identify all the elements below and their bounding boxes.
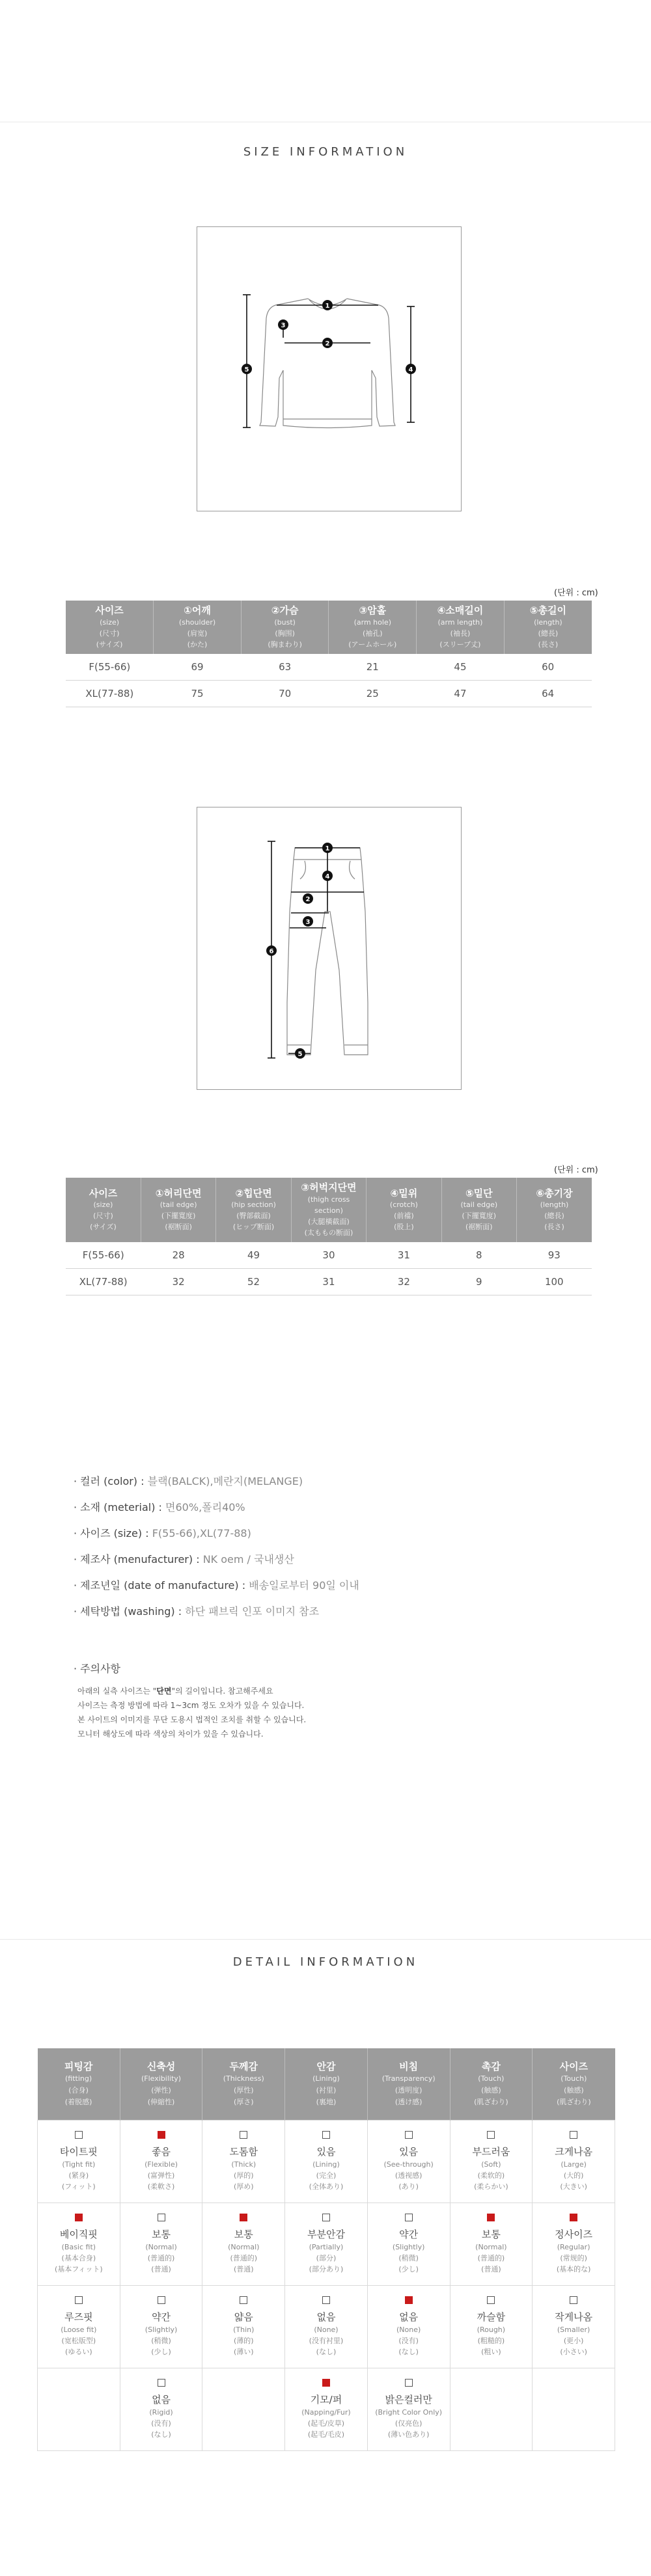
caution-line-4: 모니터 해상도에 따라 색상의 차이가 있을 수 있습니다. <box>77 1729 264 1739</box>
detail-cell <box>120 2368 202 2451</box>
detail-option-sublabel: (Rigid) <box>149 2407 173 2417</box>
detail-option-sublabel: (なし) <box>398 2348 419 2357</box>
table-cell: F(55-66) <box>66 654 154 681</box>
caution-line-1: 아래의 실측 사이즈는 "단면"의 길이입니다. 참고해주세요 <box>77 1687 273 1696</box>
checked-box-icon <box>158 2131 165 2139</box>
detail-cell <box>120 2286 202 2368</box>
detail-option-sublabel: (基本合身) <box>61 2253 96 2262</box>
table-cell: 47 <box>417 680 505 707</box>
detail-option-label: 없음 <box>152 2394 171 2406</box>
info-color: · 컬러 (color) : 블랙(BALCK),메란지(MELANGE) <box>74 1475 303 1487</box>
detail-option-sublabel: (粗い) <box>481 2348 501 2357</box>
unchecked-box-icon <box>405 2131 413 2139</box>
detail-option-sublabel: (小さい) <box>560 2348 587 2357</box>
unchecked-box-icon <box>405 2214 413 2221</box>
detail-table <box>37 2048 615 2451</box>
detail-cell <box>367 2286 450 2368</box>
table-cell: 21 <box>329 654 417 681</box>
detail-option-sublabel: (普通) <box>151 2265 171 2274</box>
unchecked-box-icon <box>570 2131 577 2139</box>
checked-box-icon <box>487 2214 495 2221</box>
detail-option-sublabel: (紧身) <box>68 2171 89 2180</box>
detail-option-sublabel: (柔軟さ) <box>147 2182 175 2191</box>
checked-box-icon <box>75 2214 83 2221</box>
detail-option-sublabel: (薄い) <box>233 2348 254 2357</box>
detail-cell <box>285 2368 368 2451</box>
detail-option-sublabel: (透视感) <box>395 2171 422 2180</box>
svg-text:2: 2 <box>325 340 330 347</box>
header-lining: 안감 (Lining) (衬里) (裏地) <box>285 2048 368 2121</box>
detail-option-sublabel: (厚め) <box>233 2182 254 2191</box>
header-fitting: 피팅감 (fitting) (合身) (着脱感) <box>38 2048 120 2121</box>
detail-cell <box>38 2368 120 2451</box>
detail-option-sublabel: (起毛/皮草) <box>307 2419 345 2428</box>
svg-text:4: 4 <box>325 873 330 880</box>
detail-cell <box>533 2203 615 2286</box>
detail-option-sublabel: (富弹性) <box>147 2171 175 2180</box>
detail-option-sublabel: (粗糙的) <box>477 2336 505 2345</box>
detail-option-sublabel: (大的) <box>563 2171 584 2180</box>
table-cell: XL(77-88) <box>66 680 154 707</box>
detail-option-sublabel: (厚的) <box>233 2171 254 2180</box>
detail-option-sublabel: (None) <box>314 2325 339 2334</box>
table-cell: 100 <box>517 1268 592 1295</box>
detail-option-label: 있음 <box>316 2146 336 2158</box>
detail-option-label: 보통 <box>481 2229 501 2241</box>
detail-option-sublabel: (Thin) <box>233 2325 255 2334</box>
table-cell: XL(77-88) <box>66 1268 141 1295</box>
table-row <box>66 654 592 681</box>
detail-option-sublabel: (ゆるい) <box>65 2348 92 2357</box>
svg-text:5: 5 <box>298 1051 303 1058</box>
detail-option-sublabel: (常规的) <box>560 2253 587 2262</box>
detail-option-sublabel: (基本的な) <box>556 2265 591 2274</box>
detail-cell <box>533 2121 615 2203</box>
detail-option-sublabel: (なし) <box>151 2430 171 2439</box>
detail-option-sublabel: (Rough) <box>477 2325 506 2334</box>
bottom-unit-label: (단위 : cm) <box>554 1165 598 1175</box>
checked-box-icon <box>570 2214 577 2221</box>
table-cell: F(55-66) <box>66 1242 141 1269</box>
detail-option-sublabel: (Smaller) <box>557 2325 590 2334</box>
top-size-header-row <box>66 601 592 654</box>
bottom-size-header-row <box>66 1178 592 1242</box>
detail-option-sublabel: (Napping/Fur) <box>301 2407 351 2417</box>
table-cell: 32 <box>141 1268 215 1295</box>
detail-option-sublabel: (フィット) <box>62 2182 96 2191</box>
detail-cell <box>450 2121 533 2203</box>
detail-cell <box>533 2286 615 2368</box>
header-hip: ②힙단면 (hip section) (臀部截面) (ヒップ断面) <box>216 1178 291 1242</box>
table-row <box>38 2286 615 2368</box>
header-bust: ②가슴 (bust) (胸围) (胸まわり) <box>241 601 329 654</box>
svg-text:3: 3 <box>305 919 311 926</box>
header-hem: ⑤밑단 (tail edge) (下擺寬度) (裾断面) <box>441 1178 516 1242</box>
detail-cell <box>450 2203 533 2286</box>
detail-cell <box>38 2286 120 2368</box>
info-material: · 소재 (meterial) : 면60%,폴리40% <box>74 1501 245 1513</box>
detail-option-label: 밝은컬러만 <box>385 2394 432 2406</box>
header-arm-hole: ③암홀 (arm hole) (袖孔) (アームホール) <box>329 601 417 654</box>
detail-option-sublabel: (大きい) <box>560 2182 587 2191</box>
detail-option-sublabel: (全体あり) <box>309 2182 344 2191</box>
detail-option-label: 기모/퍼 <box>310 2394 342 2406</box>
detail-option-sublabel: (See-through) <box>383 2160 434 2169</box>
unchecked-box-icon <box>570 2296 577 2304</box>
header-size: 사이즈 (size) (尺寸) (サイズ) <box>66 1178 141 1242</box>
checked-box-icon <box>322 2379 330 2387</box>
detail-cell <box>450 2286 533 2368</box>
detail-cell <box>202 2368 285 2451</box>
detail-option-label: 얇음 <box>234 2311 253 2324</box>
table-cell: 8 <box>441 1242 516 1269</box>
detail-option-label: 보통 <box>152 2229 171 2241</box>
info-manufacturer: · 제조사 (menufacturer) : NK oem / 국내생산 <box>74 1553 294 1566</box>
bottom-size-table <box>66 1178 592 1295</box>
detail-cell <box>202 2203 285 2286</box>
detail-option-sublabel: (None) <box>396 2325 421 2334</box>
unchecked-box-icon <box>405 2379 413 2387</box>
header-waist: ①허리단면 (tail edge) (下擺寬度) (裾断面) <box>141 1178 215 1242</box>
table-row <box>66 1268 592 1295</box>
detail-option-sublabel: (完全) <box>316 2171 337 2180</box>
detail-option-label: 루즈핏 <box>64 2311 93 2324</box>
detail-option-sublabel: (少し) <box>151 2348 171 2357</box>
detail-option-label: 없음 <box>399 2311 419 2324</box>
unchecked-box-icon <box>158 2214 165 2221</box>
detail-option-label: 약간 <box>399 2229 419 2241</box>
svg-text:5: 5 <box>244 366 249 373</box>
unchecked-box-icon <box>487 2131 495 2139</box>
unchecked-box-icon <box>322 2296 330 2304</box>
detail-option-label: 타이트핏 <box>59 2146 98 2158</box>
caution-line-3: 본 사이트의 이미지를 무단 도용시 법적인 조치를 취할 수 있습니다. <box>77 1715 307 1724</box>
table-cell: 70 <box>241 680 329 707</box>
svg-text:3: 3 <box>281 322 286 329</box>
info-manufacture-date: · 제조년일 (date of manufacture) : 배송일로부터 90일 이내 <box>74 1579 359 1592</box>
table-cell: 9 <box>441 1268 516 1295</box>
header-arm-length: ④소매길이 (arm length) (袖長) (スリーブ丈) <box>417 601 505 654</box>
detail-option-sublabel: (薄い色あり) <box>387 2430 430 2439</box>
svg-text:2: 2 <box>305 896 311 903</box>
header-thigh: ③허벅지단면 (thigh cross section) (大腿橫截面) (太ももの断面) <box>291 1178 366 1242</box>
detail-option-sublabel: (Partially) <box>309 2242 344 2251</box>
unchecked-box-icon <box>322 2131 330 2139</box>
header-crotch: ④밑위 (crotch) (前襠) (股上) <box>367 1178 441 1242</box>
detail-option-label: 작게나옴 <box>555 2311 593 2324</box>
unchecked-box-icon <box>158 2379 165 2387</box>
header-shoulder: ①어깨 (shoulder) (肩宽) (かた) <box>154 601 242 654</box>
detail-option-label: 부드러움 <box>472 2146 510 2158</box>
detail-cell <box>202 2121 285 2203</box>
table-row <box>38 2203 615 2286</box>
detail-option-label: 정사이즈 <box>555 2229 593 2241</box>
detail-option-label: 까슬함 <box>477 2311 506 2324</box>
detail-option-sublabel: (稍微) <box>151 2336 171 2345</box>
header-transparency: 비침 (Transparency) (透明度) (透け感) <box>367 2048 450 2121</box>
pants-diagram-icon <box>197 807 461 1089</box>
sweatshirt-diagram-icon <box>197 227 461 511</box>
detail-option-label: 보통 <box>234 2229 253 2241</box>
detail-info-title: DETAIL INFORMATION <box>232 1955 419 1969</box>
detail-cell <box>120 2203 202 2286</box>
pants-diagram <box>197 807 462 1090</box>
detail-cell <box>285 2286 368 2368</box>
table-cell: 60 <box>504 654 592 681</box>
unchecked-box-icon <box>322 2214 330 2221</box>
detail-option-sublabel: (柔らかい) <box>474 2182 508 2191</box>
detail-option-sublabel: (起毛/毛皮) <box>307 2430 345 2439</box>
detail-option-sublabel: (少し) <box>398 2265 419 2274</box>
table-cell: 69 <box>154 654 242 681</box>
detail-option-sublabel: (没有) <box>151 2419 171 2428</box>
detail-cell <box>367 2121 450 2203</box>
detail-option-sublabel: (Normal) <box>228 2242 260 2251</box>
detail-option-label: 부분안감 <box>307 2229 345 2241</box>
svg-text:1: 1 <box>325 303 330 310</box>
detail-option-sublabel: (Normal) <box>475 2242 507 2251</box>
svg-text:6: 6 <box>269 948 274 955</box>
detail-header-row <box>38 2048 615 2121</box>
detail-cell <box>285 2121 368 2203</box>
detail-cell <box>533 2368 615 2451</box>
detail-option-sublabel: (Regular) <box>557 2242 590 2251</box>
detail-option-sublabel: (Thick) <box>231 2160 256 2169</box>
header-length: ⑤총길이 (length) (總長) (長さ) <box>504 601 592 654</box>
svg-text:1: 1 <box>325 845 330 852</box>
table-row <box>66 1242 592 1269</box>
detail-option-sublabel: (Bright Color Only) <box>375 2407 443 2417</box>
detail-option-label: 도톰함 <box>229 2146 258 2158</box>
top-garment-diagram <box>197 226 462 511</box>
header-touch: 촉감 (Touch) (触感) (肌ざわり) <box>450 2048 533 2121</box>
checked-box-icon <box>405 2296 413 2304</box>
svg-text:4: 4 <box>408 366 413 373</box>
top-size-table <box>66 601 592 707</box>
detail-option-sublabel: (宽松版型) <box>61 2336 96 2345</box>
detail-option-sublabel: (普通的) <box>147 2253 175 2262</box>
detail-option-sublabel: (部分あり) <box>309 2265 344 2274</box>
detail-option-sublabel: (普通的) <box>230 2253 258 2262</box>
detail-option-sublabel: (稍微) <box>398 2253 419 2262</box>
header-flexibility: 신축성 (Flexibility) (弹性) (伸縮性) <box>120 2048 202 2121</box>
detail-option-label: 크게나옴 <box>555 2146 593 2158</box>
table-cell: 31 <box>367 1242 441 1269</box>
table-cell: 25 <box>329 680 417 707</box>
detail-option-sublabel: (Soft) <box>481 2160 501 2169</box>
table-row <box>38 2368 615 2451</box>
checked-box-icon <box>240 2214 247 2221</box>
table-row <box>38 2121 615 2203</box>
header-thickness: 두께감 (Thickness) (厚性) (厚さ) <box>202 2048 285 2121</box>
detail-option-sublabel: (Slightly) <box>145 2325 178 2334</box>
table-cell: 75 <box>154 680 242 707</box>
info-washing: · 세탁방법 (washing) : 하단 패브릭 인포 이미지 참조 <box>74 1605 320 1618</box>
detail-option-sublabel: (普通) <box>481 2265 501 2274</box>
detail-option-sublabel: (Lining) <box>312 2160 340 2169</box>
detail-cell <box>367 2203 450 2286</box>
detail-option-sublabel: (柔软的) <box>477 2171 505 2180</box>
detail-option-sublabel: (基本フィット) <box>55 2265 103 2274</box>
table-cell: 93 <box>517 1242 592 1269</box>
table-cell: 63 <box>241 654 329 681</box>
detail-option-sublabel: (Tight fit) <box>62 2160 96 2169</box>
detail-cell <box>202 2286 285 2368</box>
detail-cell <box>120 2121 202 2203</box>
detail-option-sublabel: (Large) <box>561 2160 587 2169</box>
detail-option-sublabel: (Basic fit) <box>61 2242 96 2251</box>
table-cell: 52 <box>216 1268 291 1295</box>
detail-cell <box>450 2368 533 2451</box>
table-cell: 30 <box>291 1242 366 1269</box>
unchecked-box-icon <box>75 2296 83 2304</box>
detail-option-label: 베이직핏 <box>59 2229 98 2241</box>
detail-option-sublabel: (なし) <box>316 2348 337 2357</box>
caution-text <box>77 1684 306 1741</box>
detail-cell <box>38 2121 120 2203</box>
unchecked-box-icon <box>487 2296 495 2304</box>
detail-option-sublabel: (Normal) <box>145 2242 177 2251</box>
info-size: · 사이즈 (size) : F(55-66),XL(77-88) <box>74 1527 251 1539</box>
header-size: 사이즈 (size) (尺寸) (サイズ) <box>66 601 154 654</box>
header-total-length: ⑥총기장 (length) (總長) (長さ) <box>517 1178 592 1242</box>
detail-option-sublabel: (没有) <box>398 2336 419 2345</box>
detail-option-sublabel: (あり) <box>398 2182 419 2191</box>
table-cell: 32 <box>367 1268 441 1295</box>
unchecked-box-icon <box>158 2296 165 2304</box>
unchecked-box-icon <box>240 2296 247 2304</box>
header-size: 사이즈 (Touch) (触感) (肌ざわり) <box>533 2048 615 2121</box>
caution-title: · 주의사항 <box>74 1662 120 1675</box>
detail-option-label: 있음 <box>399 2146 419 2158</box>
size-info-title: SIZE INFORMATION <box>243 145 408 159</box>
detail-option-sublabel: (没有衬里) <box>309 2336 344 2345</box>
detail-option-sublabel: (Slightly) <box>392 2242 425 2251</box>
detail-option-sublabel: (部分) <box>316 2253 337 2262</box>
detail-option-label: 약간 <box>152 2311 171 2324</box>
detail-option-label: 좋음 <box>152 2146 171 2158</box>
detail-cell <box>285 2203 368 2286</box>
detail-option-sublabel: (Flexible) <box>145 2160 178 2169</box>
detail-option-sublabel: (普通) <box>233 2265 254 2274</box>
detail-option-sublabel: (仅亮色) <box>395 2419 422 2428</box>
table-cell: 45 <box>417 654 505 681</box>
detail-option-sublabel: (普通的) <box>477 2253 505 2262</box>
caution-line-2: 사이즈는 측정 방법에 따라 1~3cm 정도 오차가 있을 수 있습니다. <box>77 1701 305 1710</box>
top-unit-label: (단위 : cm) <box>554 588 598 598</box>
detail-cell <box>38 2203 120 2286</box>
middle-divider <box>0 1939 651 1940</box>
detail-cell <box>367 2368 450 2451</box>
table-cell: 49 <box>216 1242 291 1269</box>
table-cell: 64 <box>504 680 592 707</box>
detail-option-label: 없음 <box>316 2311 336 2324</box>
detail-option-sublabel: (薄的) <box>233 2336 254 2345</box>
unchecked-box-icon <box>75 2131 83 2139</box>
table-row <box>66 680 592 707</box>
detail-option-sublabel: (Loose fit) <box>61 2325 97 2334</box>
unchecked-box-icon <box>240 2131 247 2139</box>
table-cell: 28 <box>141 1242 215 1269</box>
detail-option-sublabel: (更小) <box>563 2336 584 2345</box>
table-cell: 31 <box>291 1268 366 1295</box>
